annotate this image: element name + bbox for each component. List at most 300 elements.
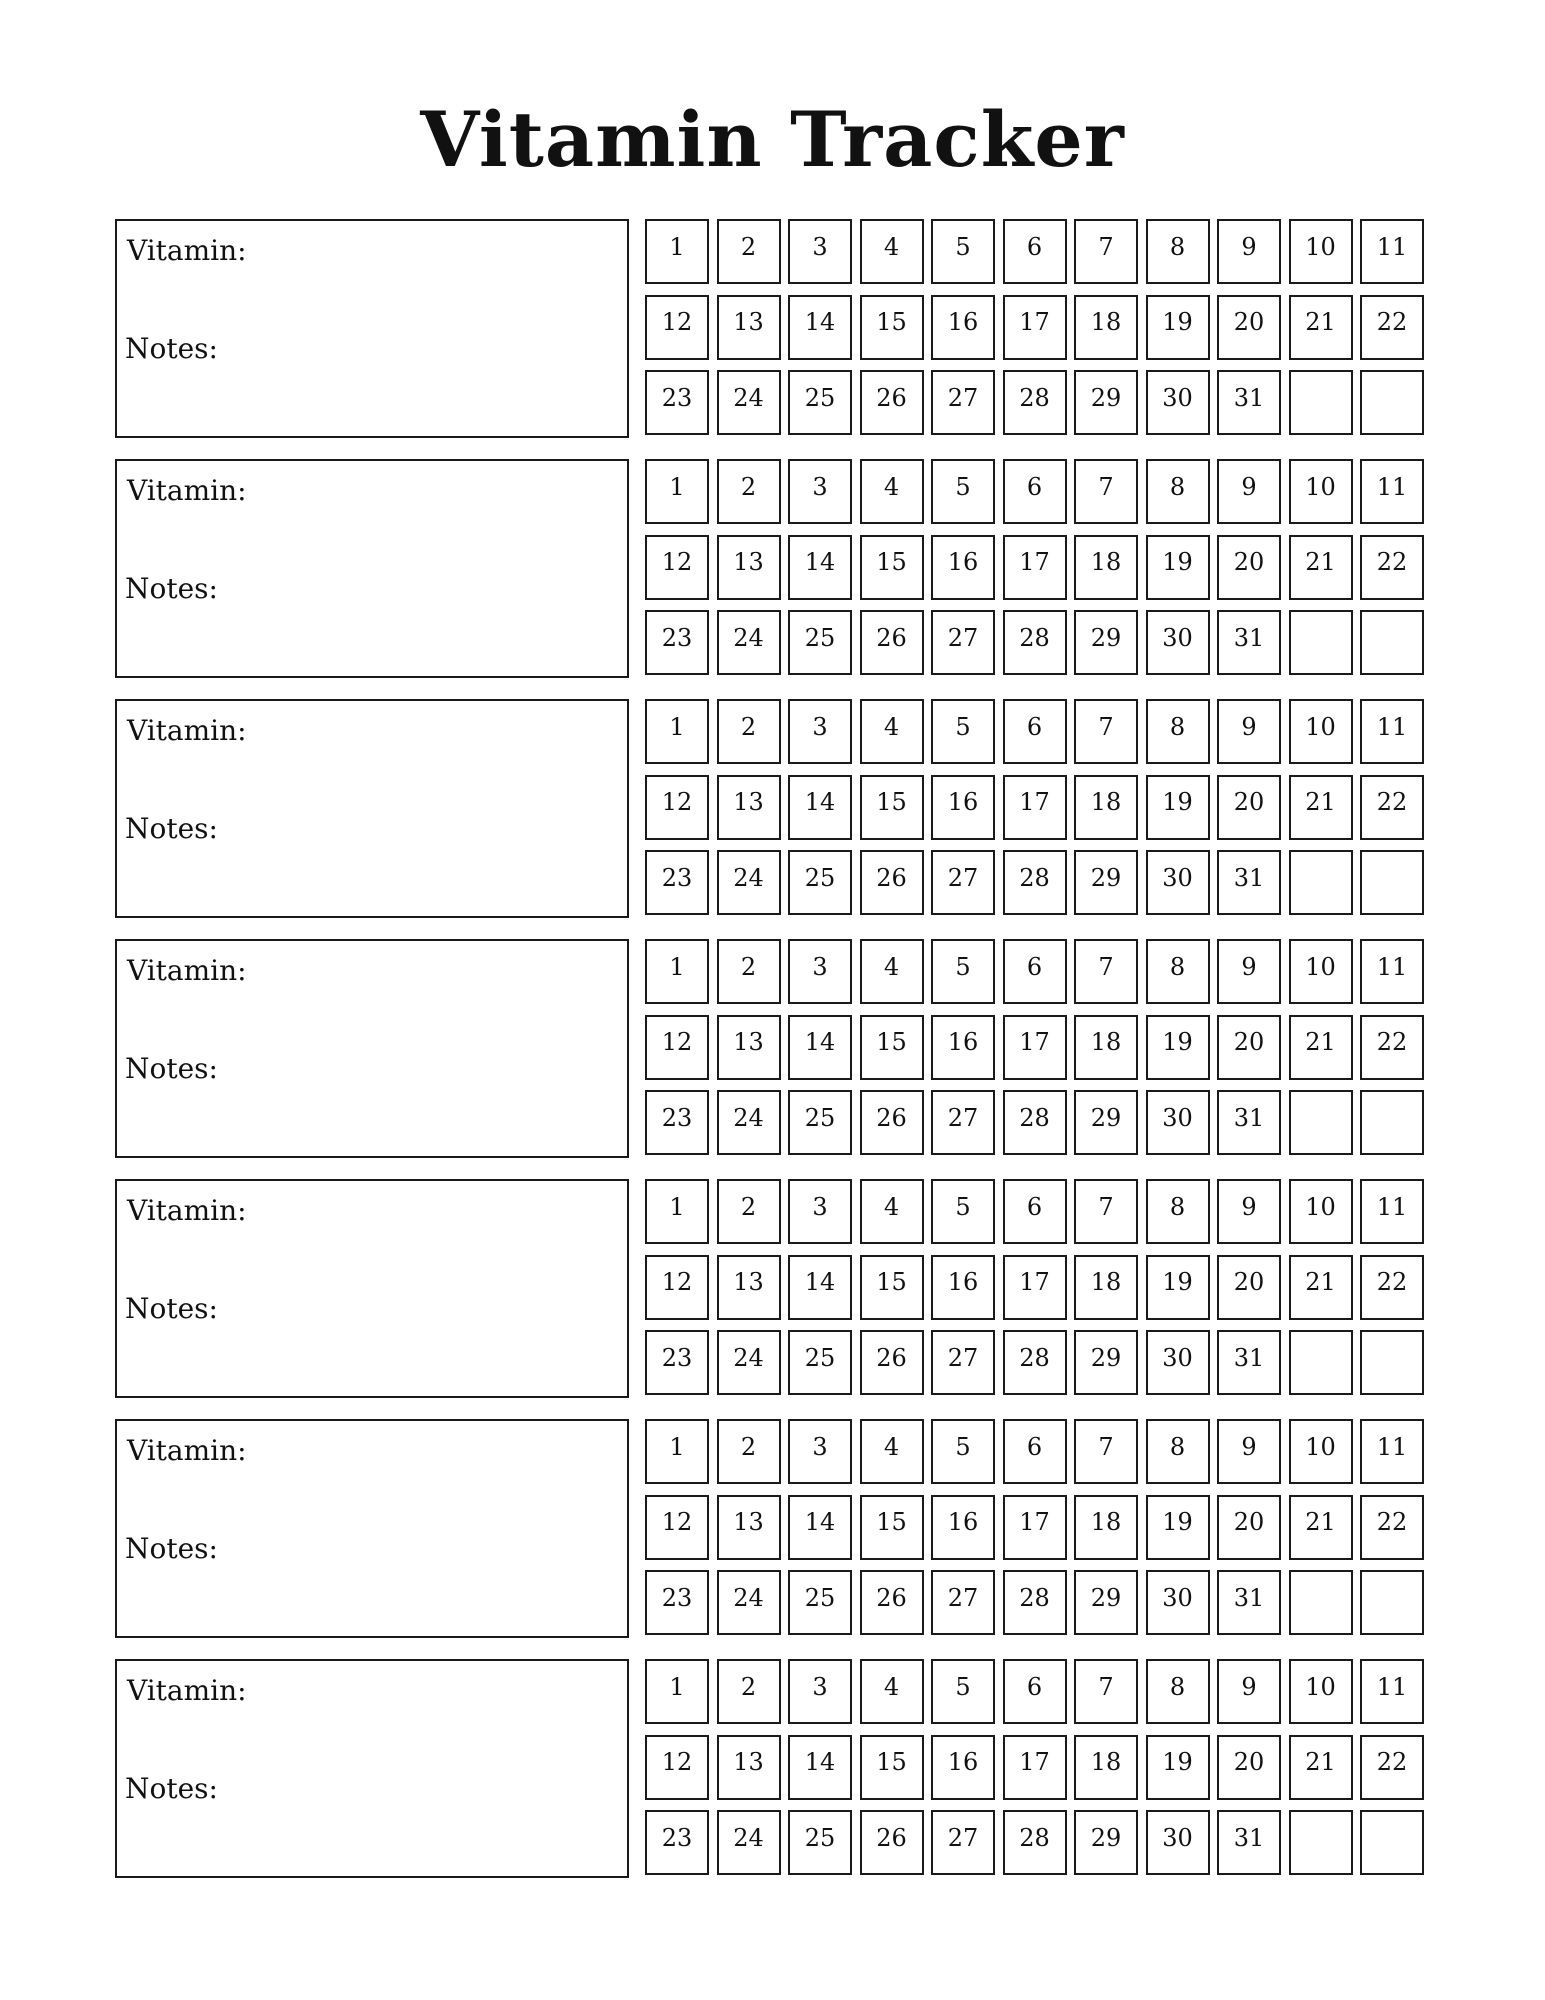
- day-checkbox[interactable]: [1360, 1735, 1424, 1800]
- day-number: 31: [1233, 1103, 1265, 1132]
- day-number: 20: [1233, 1748, 1265, 1776]
- day-checkbox[interactable]: [860, 775, 924, 840]
- day-checkbox[interactable]: [717, 1419, 781, 1484]
- day-checkbox[interactable]: [1360, 610, 1424, 675]
- day-checkbox[interactable]: [1360, 939, 1424, 1004]
- day-checkbox[interactable]: [645, 219, 709, 284]
- day-checkbox[interactable]: [1217, 699, 1281, 764]
- day-checkbox[interactable]: [717, 610, 781, 675]
- day-checkbox[interactable]: [860, 1090, 924, 1155]
- day-number: 2: [740, 1672, 757, 1701]
- day-checkbox[interactable]: [1074, 219, 1138, 284]
- day-checkbox[interactable]: [1003, 535, 1067, 600]
- day-number: 11: [1376, 1192, 1408, 1221]
- day-checkbox[interactable]: [645, 535, 709, 600]
- day-number: 11: [1376, 952, 1408, 981]
- day-checkbox[interactable]: [860, 295, 924, 360]
- day-checkbox[interactable]: [645, 699, 709, 764]
- day-checkbox[interactable]: [717, 219, 781, 284]
- day-checkbox[interactable]: [1289, 219, 1353, 284]
- day-number: 20: [1233, 1268, 1265, 1296]
- day-checkbox[interactable]: [788, 1735, 852, 1800]
- day-checkbox[interactable]: [645, 1090, 709, 1155]
- day-checkbox[interactable]: [1146, 1495, 1210, 1560]
- day-checkbox[interactable]: [1360, 1810, 1424, 1875]
- day-checkbox[interactable]: [1146, 219, 1210, 284]
- day-checkbox[interactable]: [645, 610, 709, 675]
- day-number: 10: [1305, 232, 1336, 261]
- day-checkbox[interactable]: [1003, 219, 1067, 284]
- day-checkbox[interactable]: [931, 939, 995, 1004]
- day-checkbox[interactable]: [1289, 1810, 1353, 1875]
- day-checkbox[interactable]: [860, 1179, 924, 1244]
- day-checkbox[interactable]: [645, 1179, 709, 1244]
- day-checkbox[interactable]: [1003, 610, 1067, 675]
- day-checkbox[interactable]: [860, 1495, 924, 1560]
- day-checkbox[interactable]: [1217, 459, 1281, 524]
- day-checkbox[interactable]: [931, 699, 995, 764]
- day-checkbox[interactable]: [860, 1810, 924, 1875]
- day-checkbox[interactable]: [717, 1570, 781, 1635]
- day-number: 13: [733, 1028, 764, 1056]
- day-checkbox[interactable]: [1074, 1735, 1138, 1800]
- day-checkbox[interactable]: [1217, 1015, 1281, 1080]
- day-checkbox[interactable]: [1146, 850, 1210, 915]
- day-checkbox[interactable]: [717, 939, 781, 1004]
- day-number: 29: [1090, 1823, 1122, 1852]
- day-checkbox[interactable]: [931, 1735, 995, 1800]
- day-checkbox[interactable]: [1217, 1330, 1281, 1395]
- day-checkbox[interactable]: [717, 775, 781, 840]
- day-checkbox[interactable]: [1146, 1419, 1210, 1484]
- day-checkbox[interactable]: [1360, 459, 1424, 524]
- day-checkbox[interactable]: [1003, 1495, 1067, 1560]
- day-checkbox[interactable]: [1003, 1179, 1067, 1244]
- day-checkbox[interactable]: [1074, 939, 1138, 1004]
- day-checkbox[interactable]: [1289, 1419, 1353, 1484]
- day-number: 2: [740, 952, 757, 981]
- day-checkbox[interactable]: [717, 850, 781, 915]
- day-checkbox[interactable]: [1074, 1090, 1138, 1155]
- day-checkbox[interactable]: [1289, 939, 1353, 1004]
- day-checkbox[interactable]: [931, 1810, 995, 1875]
- day-checkbox[interactable]: [1289, 1495, 1353, 1560]
- day-number: 29: [1090, 383, 1122, 412]
- vitamin-info-box[interactable]: [115, 219, 629, 438]
- day-checkbox[interactable]: [788, 1090, 852, 1155]
- day-number: 17: [1019, 1748, 1050, 1776]
- day-checkbox[interactable]: [1217, 1419, 1281, 1484]
- day-checkbox[interactable]: [1074, 295, 1138, 360]
- day-checkbox[interactable]: [860, 1735, 924, 1800]
- day-checkbox[interactable]: [1074, 1659, 1138, 1724]
- day-checkbox[interactable]: [1289, 1735, 1353, 1800]
- day-checkbox[interactable]: [1146, 610, 1210, 675]
- day-checkbox[interactable]: [1146, 1810, 1210, 1875]
- day-number: 17: [1019, 1268, 1050, 1296]
- day-checkbox[interactable]: [1217, 535, 1281, 600]
- day-checkbox[interactable]: [1146, 1570, 1210, 1635]
- day-number: 2: [740, 712, 757, 741]
- day-checkbox[interactable]: [1003, 1659, 1067, 1724]
- day-checkbox[interactable]: [1146, 1179, 1210, 1244]
- day-checkbox[interactable]: [717, 1015, 781, 1080]
- day-checkbox[interactable]: [717, 1810, 781, 1875]
- day-number: 18: [1090, 1508, 1122, 1536]
- notes-label: Notes:: [125, 1292, 218, 1325]
- day-checkbox[interactable]: [1003, 1735, 1067, 1800]
- day-checkbox[interactable]: [1146, 775, 1210, 840]
- day-checkbox[interactable]: [1217, 939, 1281, 1004]
- day-checkbox[interactable]: [1360, 1179, 1424, 1244]
- day-number: 14: [804, 308, 836, 336]
- day-checkbox[interactable]: [788, 219, 852, 284]
- day-checkbox[interactable]: [788, 1419, 852, 1484]
- day-checkbox[interactable]: [1289, 1330, 1353, 1395]
- day-checkbox[interactable]: [1074, 1330, 1138, 1395]
- day-number: 23: [661, 1823, 693, 1852]
- vitamin-info-box[interactable]: [115, 1659, 629, 1878]
- day-checkbox[interactable]: [717, 1179, 781, 1244]
- day-checkbox[interactable]: [1146, 1255, 1210, 1320]
- day-checkbox[interactable]: [788, 1330, 852, 1395]
- day-checkbox[interactable]: [645, 1735, 709, 1800]
- day-number: 24: [733, 623, 764, 652]
- day-checkbox[interactable]: [931, 535, 995, 600]
- day-checkbox[interactable]: [1074, 775, 1138, 840]
- day-number: 27: [947, 863, 979, 892]
- day-checkbox[interactable]: [1074, 1255, 1138, 1320]
- day-checkbox[interactable]: [1146, 295, 1210, 360]
- day-checkbox[interactable]: [1289, 459, 1353, 524]
- vitamin-info-box[interactable]: [115, 1419, 629, 1638]
- day-checkbox[interactable]: [788, 850, 852, 915]
- day-checkbox[interactable]: [788, 939, 852, 1004]
- day-checkbox[interactable]: [931, 219, 995, 284]
- day-checkbox[interactable]: [1003, 699, 1067, 764]
- day-number: 16: [947, 1028, 979, 1056]
- day-number: 16: [947, 548, 979, 576]
- day-checkbox[interactable]: [1217, 295, 1281, 360]
- day-checkbox[interactable]: [1074, 1810, 1138, 1875]
- day-checkbox[interactable]: [1003, 459, 1067, 524]
- day-checkbox[interactable]: [788, 1015, 852, 1080]
- day-checkbox[interactable]: [717, 1330, 781, 1395]
- day-checkbox[interactable]: [1003, 1330, 1067, 1395]
- day-checkbox[interactable]: [931, 1570, 995, 1635]
- day-number: 17: [1019, 788, 1050, 816]
- day-checkbox[interactable]: [788, 610, 852, 675]
- day-checkbox[interactable]: [1003, 1570, 1067, 1635]
- day-number: 7: [1098, 472, 1114, 501]
- day-checkbox[interactable]: [645, 1495, 709, 1560]
- day-checkbox[interactable]: [931, 459, 995, 524]
- day-number: 16: [947, 1748, 979, 1776]
- day-checkbox[interactable]: [1074, 1419, 1138, 1484]
- day-checkbox[interactable]: [860, 370, 924, 435]
- day-checkbox[interactable]: [931, 775, 995, 840]
- day-checkbox[interactable]: [1217, 1735, 1281, 1800]
- day-checkbox[interactable]: [1360, 535, 1424, 600]
- day-number: 4: [883, 1432, 900, 1461]
- day-checkbox[interactable]: [788, 1810, 852, 1875]
- day-checkbox[interactable]: [860, 535, 924, 600]
- day-checkbox[interactable]: [860, 1255, 924, 1320]
- day-checkbox[interactable]: [1003, 1810, 1067, 1875]
- day-checkbox[interactable]: [1360, 1659, 1424, 1724]
- day-number: 31: [1233, 1583, 1265, 1612]
- day-grid: [645, 699, 1431, 918]
- day-number: 18: [1090, 1268, 1122, 1296]
- day-checkbox[interactable]: [1360, 1570, 1424, 1635]
- day-number: 26: [876, 863, 907, 892]
- day-checkbox[interactable]: [1289, 1090, 1353, 1155]
- vitamin-label: Vitamin:: [127, 714, 247, 747]
- day-checkbox[interactable]: [1146, 699, 1210, 764]
- day-checkbox[interactable]: [1289, 370, 1353, 435]
- day-checkbox[interactable]: [931, 1090, 995, 1155]
- day-checkbox[interactable]: [645, 1419, 709, 1484]
- day-checkbox[interactable]: [1289, 1015, 1353, 1080]
- day-checkbox[interactable]: [788, 1570, 852, 1635]
- day-checkbox[interactable]: [788, 459, 852, 524]
- day-checkbox[interactable]: [1217, 610, 1281, 675]
- day-checkbox[interactable]: [1289, 1179, 1353, 1244]
- day-checkbox[interactable]: [1289, 1255, 1353, 1320]
- day-checkbox[interactable]: [931, 610, 995, 675]
- day-checkbox[interactable]: [1360, 295, 1424, 360]
- day-checkbox[interactable]: [645, 850, 709, 915]
- day-checkbox[interactable]: [931, 1495, 995, 1560]
- day-checkbox[interactable]: [1074, 610, 1138, 675]
- day-checkbox[interactable]: [1217, 1179, 1281, 1244]
- vitamin-info-box[interactable]: [115, 699, 629, 918]
- vitamin-label: Vitamin:: [127, 1434, 247, 1467]
- day-checkbox[interactable]: [717, 370, 781, 435]
- day-checkbox[interactable]: [1003, 850, 1067, 915]
- day-number: 22: [1376, 1508, 1408, 1536]
- day-checkbox[interactable]: [1074, 699, 1138, 764]
- day-checkbox[interactable]: [1146, 1330, 1210, 1395]
- day-number: 26: [876, 1823, 907, 1852]
- day-checkbox[interactable]: [1074, 1495, 1138, 1560]
- day-number: 18: [1090, 548, 1122, 576]
- day-grid: [645, 1419, 1431, 1638]
- day-checkbox[interactable]: [1003, 1090, 1067, 1155]
- day-checkbox[interactable]: [1217, 1810, 1281, 1875]
- day-checkbox[interactable]: [931, 370, 995, 435]
- day-checkbox[interactable]: [931, 1255, 995, 1320]
- day-checkbox[interactable]: [860, 850, 924, 915]
- day-checkbox[interactable]: [1289, 850, 1353, 915]
- day-checkbox[interactable]: [860, 610, 924, 675]
- day-checkbox[interactable]: [788, 1255, 852, 1320]
- day-checkbox[interactable]: [788, 295, 852, 360]
- day-checkbox[interactable]: [1146, 370, 1210, 435]
- day-number: 22: [1376, 1028, 1408, 1056]
- day-checkbox[interactable]: [931, 1330, 995, 1395]
- day-checkbox[interactable]: [1217, 1659, 1281, 1724]
- day-checkbox[interactable]: [931, 295, 995, 360]
- day-checkbox[interactable]: [1003, 1419, 1067, 1484]
- day-checkbox[interactable]: [1074, 1179, 1138, 1244]
- day-checkbox[interactable]: [717, 1735, 781, 1800]
- day-checkbox[interactable]: [860, 939, 924, 1004]
- day-checkbox[interactable]: [717, 535, 781, 600]
- day-checkbox[interactable]: [1074, 1015, 1138, 1080]
- day-checkbox[interactable]: [1217, 1090, 1281, 1155]
- day-number: 15: [876, 548, 907, 576]
- day-checkbox[interactable]: [645, 370, 709, 435]
- day-number: 11: [1376, 232, 1408, 261]
- day-number: 5: [955, 952, 971, 981]
- day-checkbox[interactable]: [931, 850, 995, 915]
- day-checkbox[interactable]: [1146, 1659, 1210, 1724]
- day-checkbox[interactable]: [1360, 1090, 1424, 1155]
- day-checkbox[interactable]: [645, 459, 709, 524]
- day-checkbox[interactable]: [1003, 939, 1067, 1004]
- vitamin-info-box[interactable]: [115, 459, 629, 678]
- day-number: 26: [876, 1583, 907, 1612]
- day-checkbox[interactable]: [1217, 1495, 1281, 1560]
- day-checkbox[interactable]: [1360, 1330, 1424, 1395]
- day-checkbox[interactable]: [1146, 1735, 1210, 1800]
- day-checkbox[interactable]: [860, 1419, 924, 1484]
- day-checkbox[interactable]: [1146, 535, 1210, 600]
- day-number: 1: [669, 952, 685, 981]
- day-checkbox[interactable]: [1289, 295, 1353, 360]
- day-checkbox[interactable]: [860, 1015, 924, 1080]
- day-checkbox[interactable]: [717, 459, 781, 524]
- day-checkbox[interactable]: [645, 295, 709, 360]
- day-checkbox[interactable]: [645, 1015, 709, 1080]
- day-number: 1: [669, 1432, 685, 1461]
- day-checkbox[interactable]: [1146, 939, 1210, 1004]
- day-checkbox[interactable]: [1217, 370, 1281, 435]
- day-checkbox[interactable]: [1074, 459, 1138, 524]
- day-number: 12: [661, 548, 693, 576]
- day-checkbox[interactable]: [645, 1659, 709, 1724]
- day-number: 16: [947, 1508, 979, 1536]
- day-checkbox[interactable]: [1003, 1015, 1067, 1080]
- day-checkbox[interactable]: [1289, 535, 1353, 600]
- day-checkbox[interactable]: [1003, 775, 1067, 840]
- day-checkbox[interactable]: [1003, 295, 1067, 360]
- day-checkbox[interactable]: [931, 1419, 995, 1484]
- day-checkbox[interactable]: [1360, 775, 1424, 840]
- day-number: 1: [669, 472, 685, 501]
- day-checkbox[interactable]: [1217, 775, 1281, 840]
- day-checkbox[interactable]: [860, 459, 924, 524]
- day-checkbox[interactable]: [717, 1495, 781, 1560]
- day-checkbox[interactable]: [931, 1015, 995, 1080]
- day-checkbox[interactable]: [645, 1810, 709, 1875]
- day-checkbox[interactable]: [645, 1255, 709, 1320]
- day-checkbox[interactable]: [1146, 1015, 1210, 1080]
- vitamin-info-box[interactable]: [115, 939, 629, 1158]
- day-checkbox[interactable]: [1289, 1570, 1353, 1635]
- day-checkbox[interactable]: [788, 535, 852, 600]
- day-checkbox[interactable]: [645, 775, 709, 840]
- day-checkbox[interactable]: [788, 1659, 852, 1724]
- day-checkbox[interactable]: [931, 1659, 995, 1724]
- day-checkbox[interactable]: [1217, 1255, 1281, 1320]
- day-checkbox[interactable]: [717, 1090, 781, 1155]
- day-checkbox[interactable]: [931, 1179, 995, 1244]
- day-checkbox[interactable]: [1289, 775, 1353, 840]
- day-checkbox[interactable]: [1217, 1570, 1281, 1635]
- day-checkbox[interactable]: [1074, 535, 1138, 600]
- day-checkbox[interactable]: [1360, 370, 1424, 435]
- day-checkbox[interactable]: [645, 1570, 709, 1635]
- day-checkbox[interactable]: [788, 699, 852, 764]
- vitamin-info-box[interactable]: [115, 1179, 629, 1398]
- day-number: 28: [1019, 383, 1050, 412]
- day-checkbox[interactable]: [1074, 1570, 1138, 1635]
- day-number: 23: [661, 1103, 693, 1132]
- notes-label: Notes:: [125, 812, 218, 845]
- day-checkbox[interactable]: [1003, 370, 1067, 435]
- day-checkbox[interactable]: [717, 699, 781, 764]
- day-checkbox[interactable]: [1003, 1255, 1067, 1320]
- day-checkbox[interactable]: [1360, 219, 1424, 284]
- day-number: 13: [733, 1748, 764, 1776]
- day-number: 28: [1019, 623, 1050, 652]
- day-number: 7: [1098, 712, 1114, 741]
- day-checkbox[interactable]: [788, 775, 852, 840]
- day-checkbox[interactable]: [717, 1659, 781, 1724]
- day-checkbox[interactable]: [1289, 699, 1353, 764]
- day-number: 28: [1019, 863, 1050, 892]
- day-checkbox[interactable]: [1289, 610, 1353, 675]
- day-checkbox[interactable]: [788, 370, 852, 435]
- day-checkbox[interactable]: [860, 699, 924, 764]
- day-checkbox[interactable]: [717, 295, 781, 360]
- day-checkbox[interactable]: [645, 939, 709, 1004]
- day-number: 21: [1305, 1508, 1336, 1536]
- day-number: 31: [1233, 383, 1265, 412]
- day-checkbox[interactable]: [717, 1255, 781, 1320]
- day-number: 7: [1098, 1432, 1114, 1461]
- day-number: 2: [740, 472, 757, 501]
- day-checkbox[interactable]: [1217, 219, 1281, 284]
- day-checkbox[interactable]: [860, 1570, 924, 1635]
- day-number: 3: [812, 1672, 828, 1701]
- day-checkbox[interactable]: [788, 1495, 852, 1560]
- day-number: 6: [1026, 1192, 1043, 1221]
- day-checkbox[interactable]: [1074, 370, 1138, 435]
- day-checkbox[interactable]: [860, 219, 924, 284]
- day-checkbox[interactable]: [788, 1179, 852, 1244]
- day-checkbox[interactable]: [1360, 1015, 1424, 1080]
- day-checkbox[interactable]: [1074, 850, 1138, 915]
- day-checkbox[interactable]: [1360, 1255, 1424, 1320]
- day-checkbox[interactable]: [1217, 850, 1281, 915]
- day-checkbox[interactable]: [1289, 1659, 1353, 1724]
- day-checkbox[interactable]: [860, 1659, 924, 1724]
- day-number: 25: [804, 1823, 836, 1852]
- day-checkbox[interactable]: [860, 1330, 924, 1395]
- day-checkbox[interactable]: [645, 1330, 709, 1395]
- day-number: 22: [1376, 788, 1408, 816]
- day-checkbox[interactable]: [1146, 1090, 1210, 1155]
- day-checkbox[interactable]: [1146, 459, 1210, 524]
- day-checkbox[interactable]: [1360, 699, 1424, 764]
- day-checkbox[interactable]: [1360, 850, 1424, 915]
- day-checkbox[interactable]: [1360, 1419, 1424, 1484]
- day-grid: [645, 219, 1431, 438]
- day-checkbox[interactable]: [1360, 1495, 1424, 1560]
